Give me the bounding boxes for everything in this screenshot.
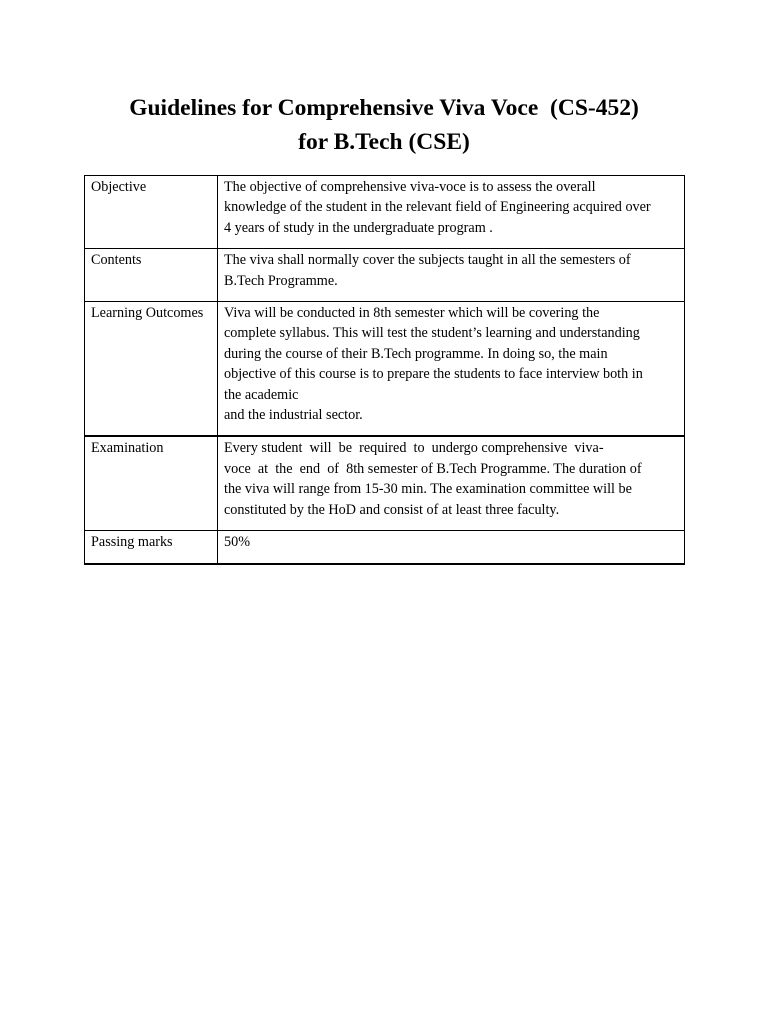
row-label: Objective [85, 176, 218, 249]
content-line: objective of this course is to prepare the students to face interview both in [224, 366, 643, 383]
title-line-1: Guidelines for Comprehensive Viva Voce (CS-452) [129, 95, 639, 121]
table-row-contents [85, 249, 685, 302]
content-line: the viva will range from 15-30 min. The examination committee will be [224, 481, 632, 498]
content-line: during the course of their B.Tech programme. In doing so, the main [224, 345, 608, 362]
content-line: constituted by the HoD and consist of at least three faculty. [224, 501, 560, 518]
content-line: The viva shall normally cover the subjects taught in all the semesters of [224, 252, 631, 269]
row-content [218, 176, 685, 249]
content-line: knowledge of the student in the relevant field of Engineering acquired over [224, 199, 651, 216]
table-row-examination [85, 436, 685, 530]
row-content [218, 302, 685, 437]
content-line: 50% [224, 534, 251, 551]
content-line: B.Tech Programme. [224, 272, 338, 289]
content-line: Viva will be conducted in 8th semester which will be covering the [224, 305, 600, 322]
row-content [218, 436, 685, 530]
guidelines-table [84, 175, 685, 565]
page-title [0, 91, 768, 159]
title-line-2: for B.Tech (CSE) [298, 129, 470, 155]
content-line: and the industrial sector. [224, 407, 363, 424]
content-line: The objective of comprehensive viva-voce is to assess the overall [224, 179, 596, 195]
row-label: Examination [85, 436, 218, 530]
content-line: Every student will be required to undergo comprehensive viva- [224, 440, 604, 457]
row-label: Contents [85, 249, 218, 302]
row-label: Learning Outcomes [85, 302, 218, 437]
row-content [218, 531, 685, 564]
content-line: 4 years of study in the undergraduate program . [224, 219, 493, 236]
table-row-passing-marks [85, 531, 685, 564]
table-row-objective [85, 176, 685, 249]
table-row-learning-outcomes [85, 302, 685, 437]
content-line: voce at the end of 8th semester of B.Tech Programme. The duration of [224, 460, 642, 477]
content-line: complete syllabus. This will test the student’s learning and understanding [224, 325, 640, 342]
row-label: Passing marks [85, 531, 218, 564]
content-line: the academic [224, 386, 299, 403]
row-content [218, 249, 685, 302]
